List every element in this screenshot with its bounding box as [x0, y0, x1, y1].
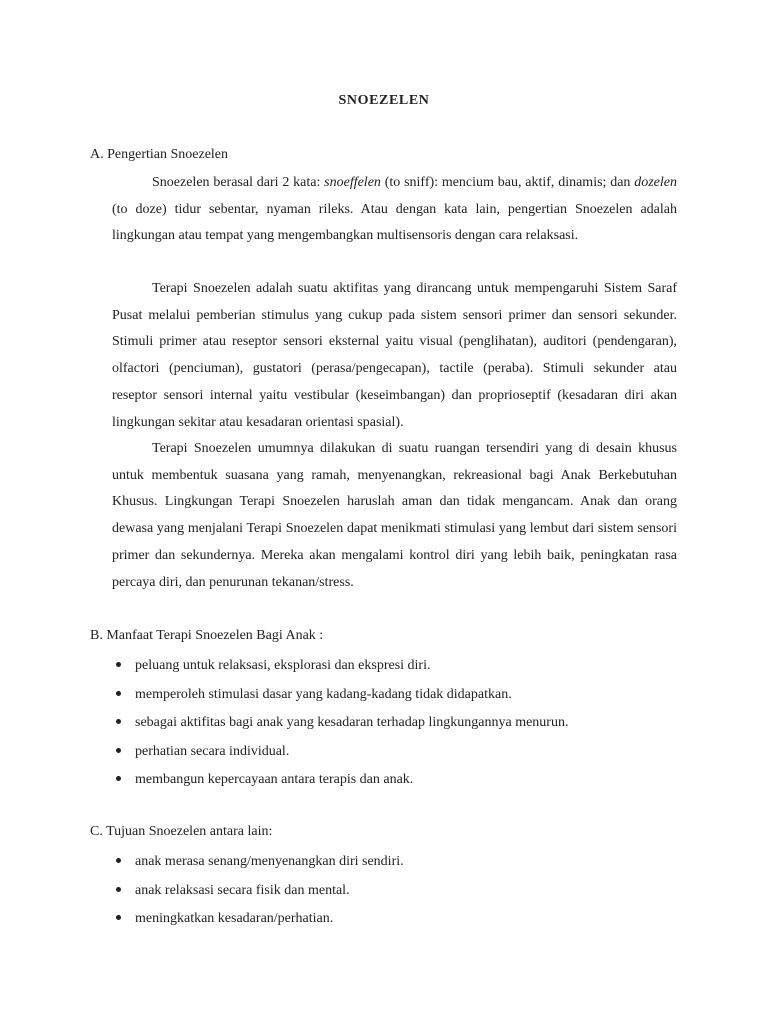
- bullet-icon: [116, 915, 121, 920]
- section-a-paragraph-2: Terapi Snoezelen adalah suatu aktifitas yang dirancang untuk mempengaruhi Sistem Saraf Pusat melalui pemberian stimulus yang cukup pada sistem sensori primer dan sensori sekunder. Stimuli primer atau reseptor sensori eksternal yaitu visual (penglihatan), auditori (pendengaran), olfactori (penciuman), gustatori (perasa/pengecapan), tactile (peraba). Stimuli sekunder atau reseptor sensori internal yaitu vestibular (keseimbangan) dan proprioseptif (kesadaran diri akan lingkungan sekitar atau kesadaran orientasi spasial).: [112, 281, 677, 430]
- document-title: SNOEZELEN: [338, 93, 430, 108]
- list-item: [90, 881, 404, 910]
- section-a-paragraph-1: [112, 170, 677, 250]
- list-item-text: peluang untuk relaksasi, eksplorasi dan ekspresi diri.: [135, 658, 431, 673]
- list-item: [90, 713, 568, 742]
- section-b-heading: B. Manfaat Terapi Snoezelen Bagi Anak :: [90, 628, 324, 643]
- paragraph-text: Snoezelen berasal dari 2 kata:: [152, 175, 325, 190]
- paragraph-text: (to doze) tidur sebentar, nyaman rileks. Atau dengan kata lain, pengertian Snoezelen adalah lingkungan atau tempat yang mengembangkan multisensoris dengan cara relaksasi.: [112, 201, 677, 244]
- bullet-icon: [116, 748, 121, 753]
- list-item: [90, 852, 404, 881]
- section-b-list: [90, 656, 568, 799]
- section-a-paragraph-3: Terapi Snoezelen umumnya dilakukan di suatu ruangan tersendiri yang di desain khusus untuk membentuk suasana yang ramah, menyenangkan, rekreasional bagi Anak Berkebutuhan Khusus. Lingkungan Terapi Snoezelen haruslah aman dan tidak mengancam. Anak dan orang dewasa yang menjalani Terapi Snoezelen dapat menikmati stimulasi yang lembut dari sistem sensori primer dan sekundernya. Mereka akan mengalami kontrol diri yang lebih baik, peningkatan rasa percaya diri, dan penurunan tekanan/stress.: [112, 441, 677, 590]
- bullet-icon: [116, 719, 121, 724]
- bullet-icon: [116, 887, 121, 892]
- term-dozelen: dozelen: [634, 175, 677, 190]
- list-item: [90, 685, 568, 714]
- list-item-text: memperoleh stimulasi dasar yang kadang-kadang tidak didapatkan.: [135, 686, 512, 702]
- list-item: [90, 909, 404, 938]
- paragraph-text: (to sniff): mencium bau, aktif, dinamis; dan: [380, 175, 635, 190]
- bullet-icon: [116, 691, 121, 696]
- list-item-text: anak merasa senang/menyenangkan diri sendiri.: [135, 854, 404, 869]
- bullet-icon: [116, 776, 121, 781]
- section-a-heading: A. Pengertian Snoezelen: [90, 147, 229, 162]
- list-item-text: sebagai aktifitas bagi anak yang kesadaran terhadap lingkungannya menurun.: [135, 715, 569, 730]
- list-item-text: anak relaksasi secara fisik dan mental.: [135, 882, 350, 898]
- bullet-icon: [116, 662, 121, 667]
- list-item-text: perhatian secara individual.: [135, 743, 290, 759]
- term-snoeffelen: snoeffelen: [324, 175, 381, 190]
- list-item: [90, 770, 568, 799]
- bullet-icon: [116, 858, 121, 863]
- list-item-text: meningkatkan kesadaran/perhatian.: [135, 911, 334, 926]
- list-item: [90, 656, 568, 685]
- list-item-text: membangun kepercayaan antara terapis dan anak.: [135, 772, 414, 787]
- section-c-heading: C. Tujuan Snoezelen antara lain:: [90, 824, 273, 839]
- list-item: [90, 742, 568, 771]
- section-c-list: [90, 852, 404, 938]
